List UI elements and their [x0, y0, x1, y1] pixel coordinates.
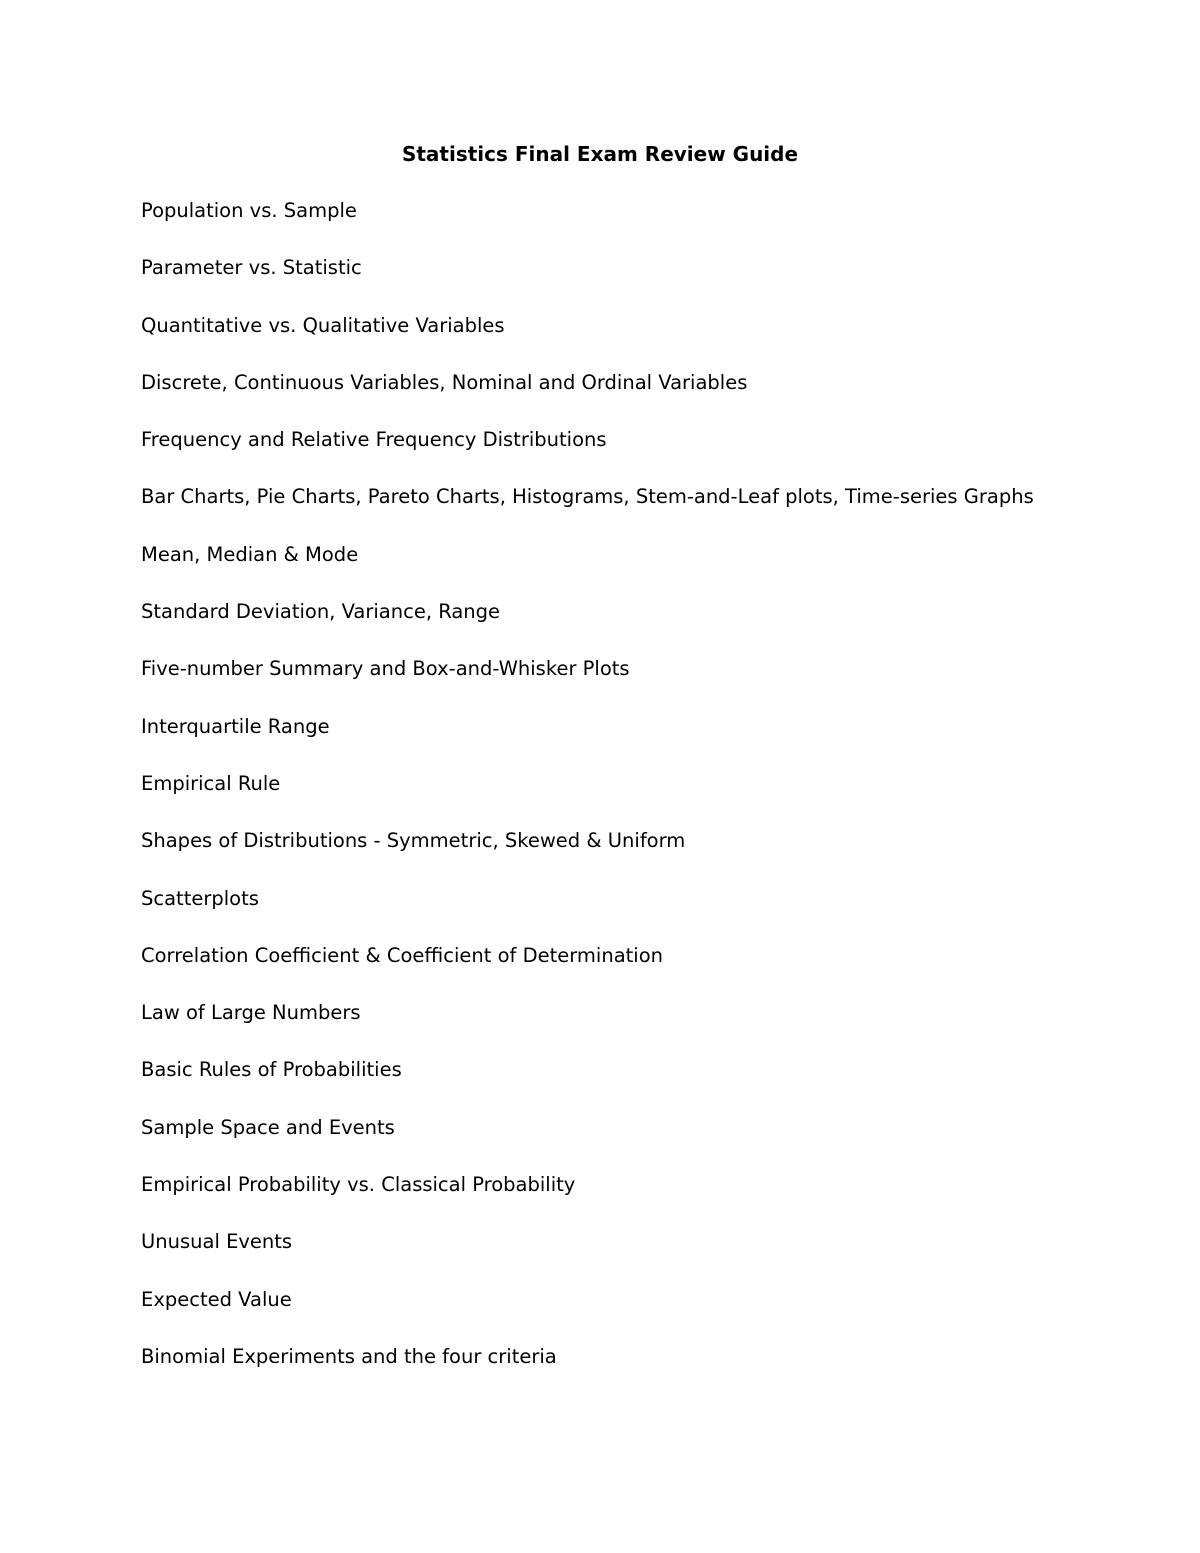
topic-item: Quantitative vs. Qualitative Variables — [141, 313, 505, 337]
topic-item: Mean, Median & Mode — [141, 542, 359, 566]
topic-item: Scatterplots — [141, 886, 259, 910]
topic-item: Unusual Events — [141, 1230, 293, 1254]
topic-item: Five-number Summary and Box-and-Whisker Plots — [141, 657, 630, 681]
topic-item: Correlation Coefficient & Coefficient of Determination — [141, 943, 663, 967]
topic-item: Population vs. Sample — [141, 199, 357, 222]
topic-item: Basic Rules of Probabilities — [141, 1058, 402, 1082]
topic-item: Bar Charts, Pie Charts, Pareto Charts, Histograms, Stem-and-Leaf plots, Time-series Graphs — [141, 485, 1034, 509]
topic-item: Binomial Experiments and the four criteria — [141, 1344, 557, 1368]
topic-item: Sample Space and Events — [141, 1115, 395, 1139]
page-title: Statistics Final Exam Review Guide — [401, 142, 799, 166]
topic-item: Frequency and Relative Frequency Distributions — [141, 428, 607, 452]
topic-item: Empirical Probability vs. Classical Probability — [141, 1173, 576, 1197]
topic-list — [141, 197, 1034, 1400]
topic-item: Discrete, Continuous Variables, Nominal and Ordinal Variables — [141, 370, 748, 394]
topic-item: Law of Large Numbers — [141, 1001, 361, 1025]
topic-item: Empirical Rule — [141, 771, 281, 795]
topic-item: Standard Deviation, Variance, Range — [141, 600, 501, 624]
topic-item: Parameter vs. Statistic — [141, 256, 362, 280]
topic-item: Expected Value — [141, 1287, 292, 1311]
topic-item: Interquartile Range — [141, 714, 330, 738]
topic-item: Shapes of Distributions - Symmetric, Skewed & Uniform — [141, 829, 686, 853]
